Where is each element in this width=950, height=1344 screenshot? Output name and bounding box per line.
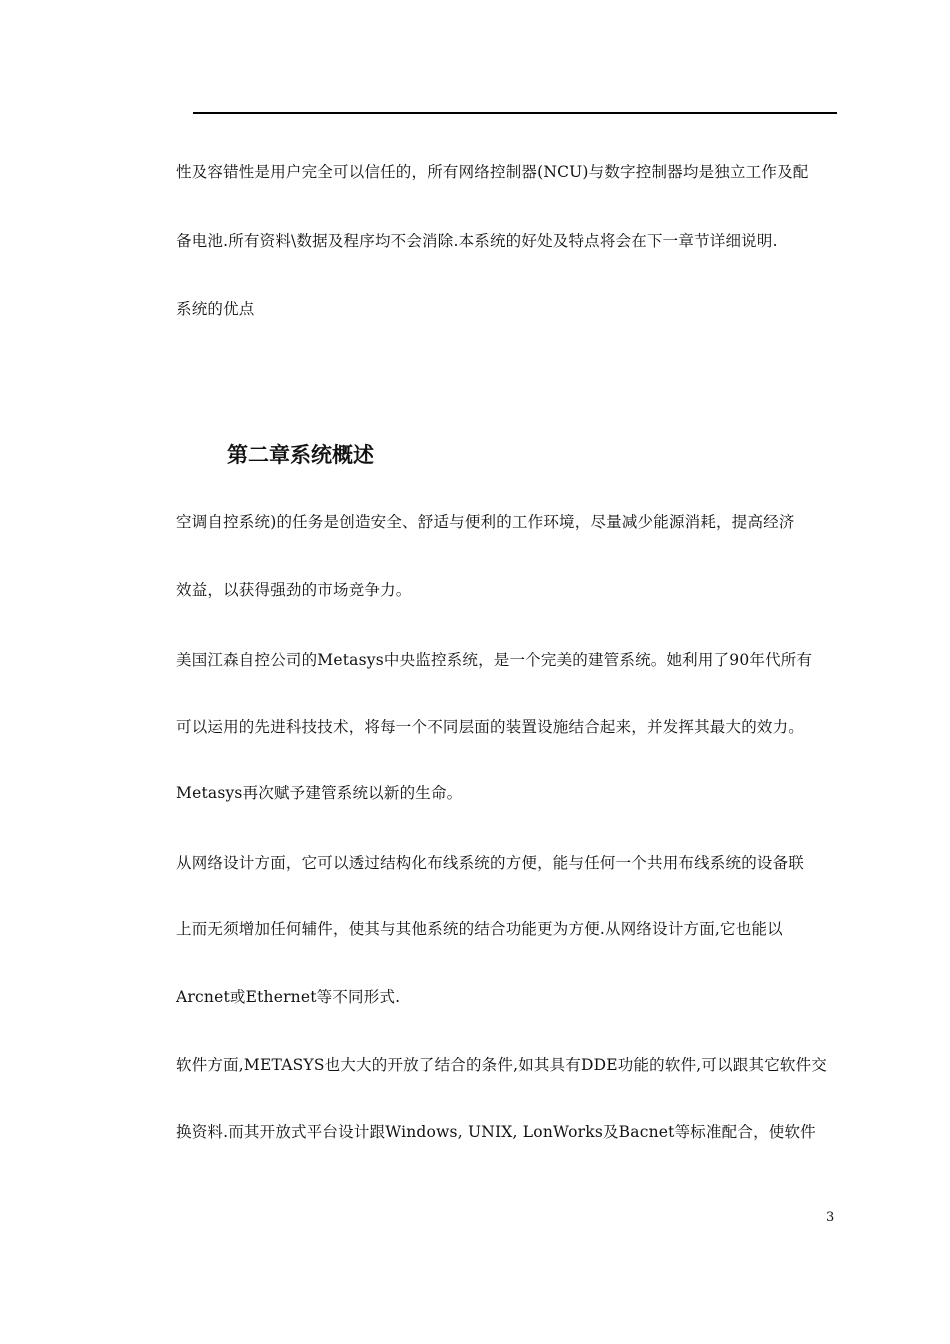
body-text-line: 效益，以获得强劲的市场竞争力。: [176, 581, 412, 599]
body-text-line: 性及容错性是用户完全可以信任的，所有网络控制器(NCU)与数字控制器均是独立工作及配: [176, 163, 809, 181]
body-text-line: 美国江森自控公司的Metasys中央监控系统，是一个完美的建管系统。她利用了90年代所有: [176, 651, 813, 669]
body-text-line: 换资料.而其开放式平台设计跟Windows, UNIX, LonWorks及Bacnet等标准配合，使软件: [176, 1123, 816, 1141]
header-rule: [193, 112, 837, 114]
body-text-line: 空调自控系统)的任务是创造安全、舒适与便利的工作环境，尽量减少能源消耗，提高经济: [176, 513, 795, 531]
body-text-line: Arcnet或Ethernet等不同形式.: [176, 988, 401, 1006]
body-text-line: Metasys再次赋予建管系统以新的生命。: [176, 784, 463, 802]
body-text-line: 从网络设计方面，它可以透过结构化布线系统的方便，能与任何一个共用布线系统的设备联: [176, 854, 805, 872]
chapter-heading: 第二章系统概述: [227, 443, 374, 467]
body-text-line: 上而无须增加任何辅件，使其与其他系统的结合功能更为方便.从网络设计方面,它也能以: [176, 920, 783, 938]
body-text-line: 软件方面,METASYS也大大的开放了结合的条件,如其具有DDE功能的软件,可以跟其它软件交: [176, 1056, 827, 1074]
body-text-line: 系统的优点: [176, 300, 255, 318]
body-text-line: 备电池.所有资料\数据及程序均不会消除.本系统的好处及特点将会在下一章节详细说明.: [176, 232, 778, 250]
body-text-line: 可以运用的先进科技技术，将每一个不同层面的装置设施结合起来，并发挥其最大的效力。: [176, 718, 805, 736]
page-number: 3: [826, 1210, 835, 1225]
